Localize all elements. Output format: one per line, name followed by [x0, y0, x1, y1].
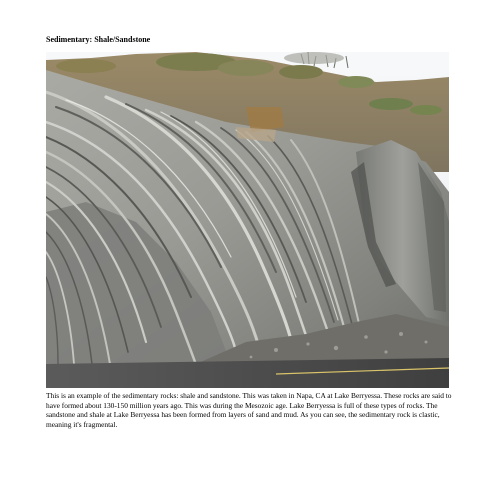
photo-caption: This is an example of the sedimentary rocks: shale and sandstone. This was taken in Napa, CA at Lake Berryessa. These rocks are said to have formed about 130-150 million years ago. This was during the Mesozoic age. Lake Berryessa is full of these types of rocks. The sandstone and shale at Lake Berryessa has been formed from layers of sand and mud. As you can see, the sedimentary rock is clastic, meaning it's fragmental. — [46, 391, 452, 429]
page-title: Sedimentary: Shale/Sandstone — [46, 35, 151, 44]
rock-outcrop-illustration — [46, 52, 449, 388]
rock-outcrop-photo — [46, 52, 449, 388]
